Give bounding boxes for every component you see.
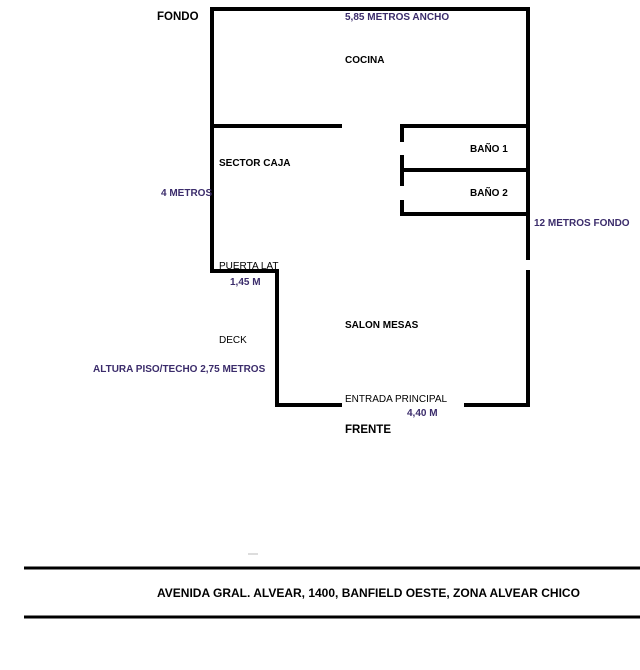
- room-cocina: COCINA: [345, 55, 385, 66]
- length-dimension: 12 METROS FONDO: [534, 218, 630, 229]
- fondo-label: FONDO: [157, 11, 199, 23]
- entrance-width: 4,40 M: [407, 408, 438, 419]
- room-sector-caja: SECTOR CAJA: [219, 158, 291, 169]
- four-meters-dimension: 4 METROS: [161, 188, 213, 199]
- deck-label: DECK: [219, 335, 247, 346]
- height-dimension: ALTURA PISO/TECHO 2,75 METROS: [93, 364, 266, 375]
- frente-label: FRENTE: [345, 424, 391, 436]
- room-bano-2: BAÑO 2: [470, 188, 508, 199]
- side-door-width: 1,45 M: [230, 277, 261, 288]
- room-bano-1: BAÑO 1: [470, 144, 508, 155]
- address-text: AVENIDA GRAL. ALVEAR, 1400, BANFIELD OESTE, ZONA ALVEAR CHICO: [157, 586, 580, 600]
- width-dimension: 5,85 METROS ANCHO: [345, 12, 450, 23]
- side-door-label: PUERTA LAT: [219, 261, 279, 272]
- main-entrance-label: ENTRADA PRINCIPAL: [345, 394, 448, 405]
- room-salon-mesas: SALON MESAS: [345, 320, 419, 331]
